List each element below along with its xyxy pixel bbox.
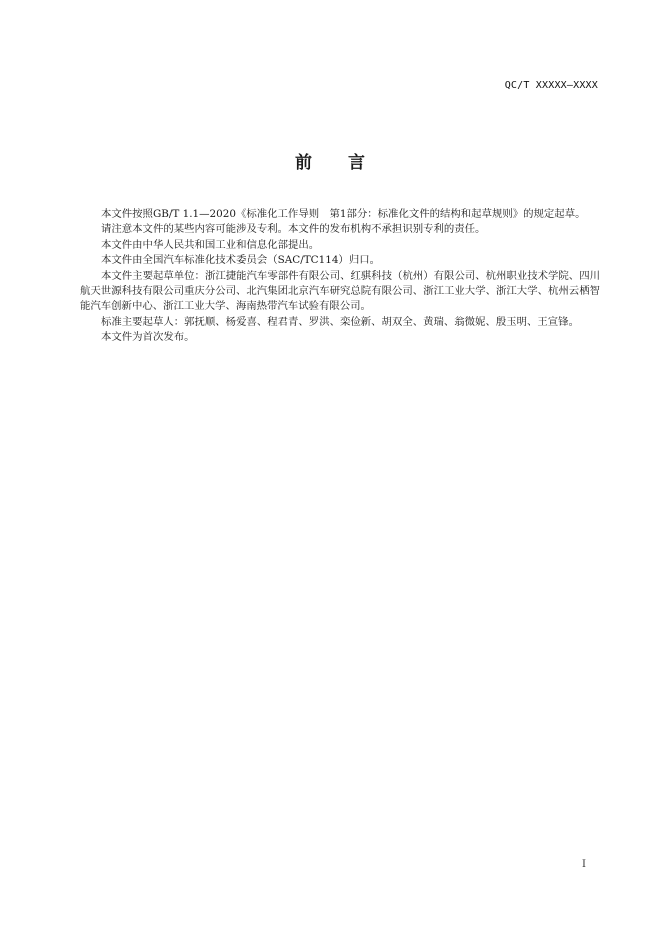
paragraph-committee: 本文件由全国汽车标准化技术委员会（SAC/TC114）归口。: [101, 254, 380, 267]
paragraph-drafting-units: 本文件主要起草单位：浙江捷能汽车零部件有限公司、红骐科技（杭州）有限公司、杭州职业技术学院、四川航天世源科技有限公司重庆分公司、北汽集团北京汽车研究总院有限公司、浙江工业大学、浙江大学、杭州云栖智能汽车创新中心、浙江工业大学、海南热带汽车试验有限公司。: [80, 269, 600, 313]
foreword-body: [80, 207, 600, 346]
paragraph-first-release: 本文件为首次发布。: [101, 331, 195, 344]
paragraph-proposer: 本文件由中华人民共和国工业和信息化部提出。: [101, 238, 320, 251]
page-title: [0, 148, 662, 173]
paragraph-patent-notice: 请注意本文件的某些内容可能涉及专利。本文件的发布机构不承担识别专利的责任。: [101, 223, 486, 236]
page-title-part-1: 前: [295, 153, 314, 173]
document-code: QC/T XXXXX—XXXX: [504, 80, 598, 91]
paragraph-drafters: 标准主要起草人：郭抚顺、杨爱喜、程君青、罗洪、栾俭新、胡双全、黄瑞、翁微妮、殷玉明、王宣锋。: [101, 315, 579, 328]
paragraph-drafting-rules: 本文件按照GB/T 1.1—2020《标准化工作导则 第1部分：标准化文件的结构和起草规则》的规定起草。: [101, 208, 586, 220]
page-number: I: [582, 859, 586, 870]
page-title-part-2: 言: [348, 153, 367, 173]
